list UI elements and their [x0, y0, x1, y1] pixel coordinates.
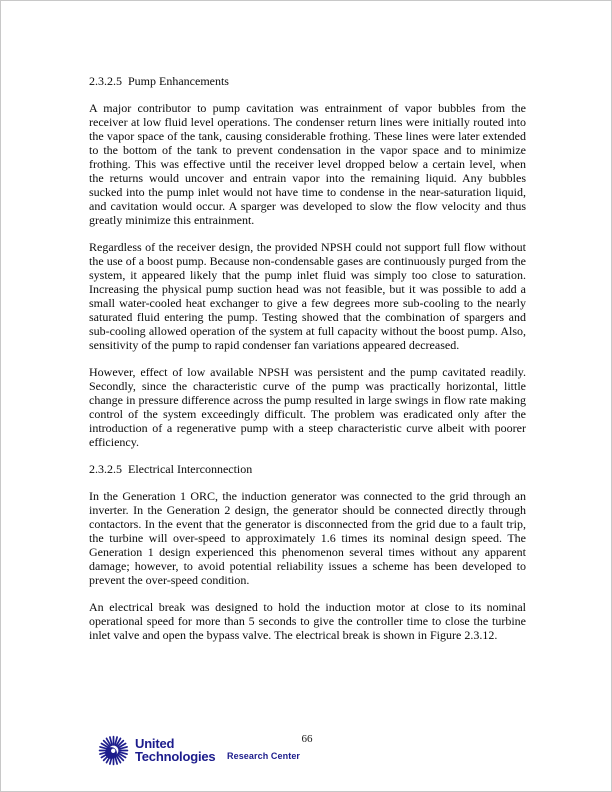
- brand-name-line1: United: [135, 736, 175, 751]
- page-footer: [1, 729, 612, 777]
- united-technologies-logo: [98, 735, 215, 766]
- page-number: 66: [301, 733, 313, 745]
- brand-name-line2: Technologies: [135, 749, 216, 764]
- paragraph: However, effect of low available NPSH was persistent and the pump cavitated readily. Secondly, since the characteristic curve of the pump was practically horizontal, little change in pressure difference across the pump resulted in large swings in flow rate making control of the system exceedingly difficult. The problem was eradicated only after the introduction of a regenerative pump with a steep characteristic curve albeit with poorer efficiency.: [89, 365, 526, 449]
- section-heading-pump-enhancements: 2.3.2.5 Pump Enhancements: [89, 74, 229, 88]
- paragraph: Regardless of the receiver design, the provided NPSH could not support full flow without the use of a boost pump. Because non-condensable gases are continuously purged from the system, it appeared likely that the pump inlet fluid was simply too close to saturation. Increasing the physical pump suction head was not feasible, but it was possible to add a small water-cooled heat exchanger to give a few degrees more sub-cooling to the nearly saturated fluid entering the pump. Testing showed that the combination of spargers and sub-cooling allowed operation of the system at full capacity without the boost pump. Also, sensitivity of the pump to rapid condenser fan variations appeared decreased.: [89, 240, 526, 352]
- paragraph: A major contributor to pump cavitation was entrainment of vapor bubbles from the receiver at low fluid level operations. The condenser return lines were initially routed into the vapor space of the tank, causing considerable frothing. These lines were later extended to the bottom of the tank to prevent condensation in the vapor space and to minimize frothing. This was effective until the receiver level dropped below a certain level, when the returns would uncover and entrain vapor into the remaining liquid. Any bubbles sucked into the pump inlet would not have time to condense in the near-saturation liquid, and cavitation would occur. A sparger was developed to slow the flow velocity and thus greatly minimize this entrainment.: [89, 101, 526, 227]
- brand-name: [135, 737, 215, 763]
- paragraph: In the Generation 1 ORC, the induction generator was connected to the grid through an inverter. In the Generation 2 design, the generator should be connected directly through contactors. In the event that the generator is disconnected from the grid due to a fault trip, the turbine will over-speed to approximately 1.6 times its nominal design speed. The Generation 1 design experienced this phenomenon several times without any apparent damage; however, to avoid potential reliability issues a scheme has been developed to prevent the over-speed condition.: [89, 489, 526, 587]
- paragraph: An electrical break was designed to hold the induction motor at close to its nominal operational speed for more than 5 seconds to give the controller time to close the turbine inlet valve and open the bypass valve. The electrical break is shown in Figure 2.3.12.: [89, 600, 526, 642]
- research-center-label: Research Center: [227, 751, 301, 761]
- section-heading-electrical-interconnection: 2.3.2.5 Electrical Interconnection: [89, 462, 253, 476]
- united-technologies-sunburst-icon: [98, 735, 129, 766]
- page-content: [89, 74, 526, 655]
